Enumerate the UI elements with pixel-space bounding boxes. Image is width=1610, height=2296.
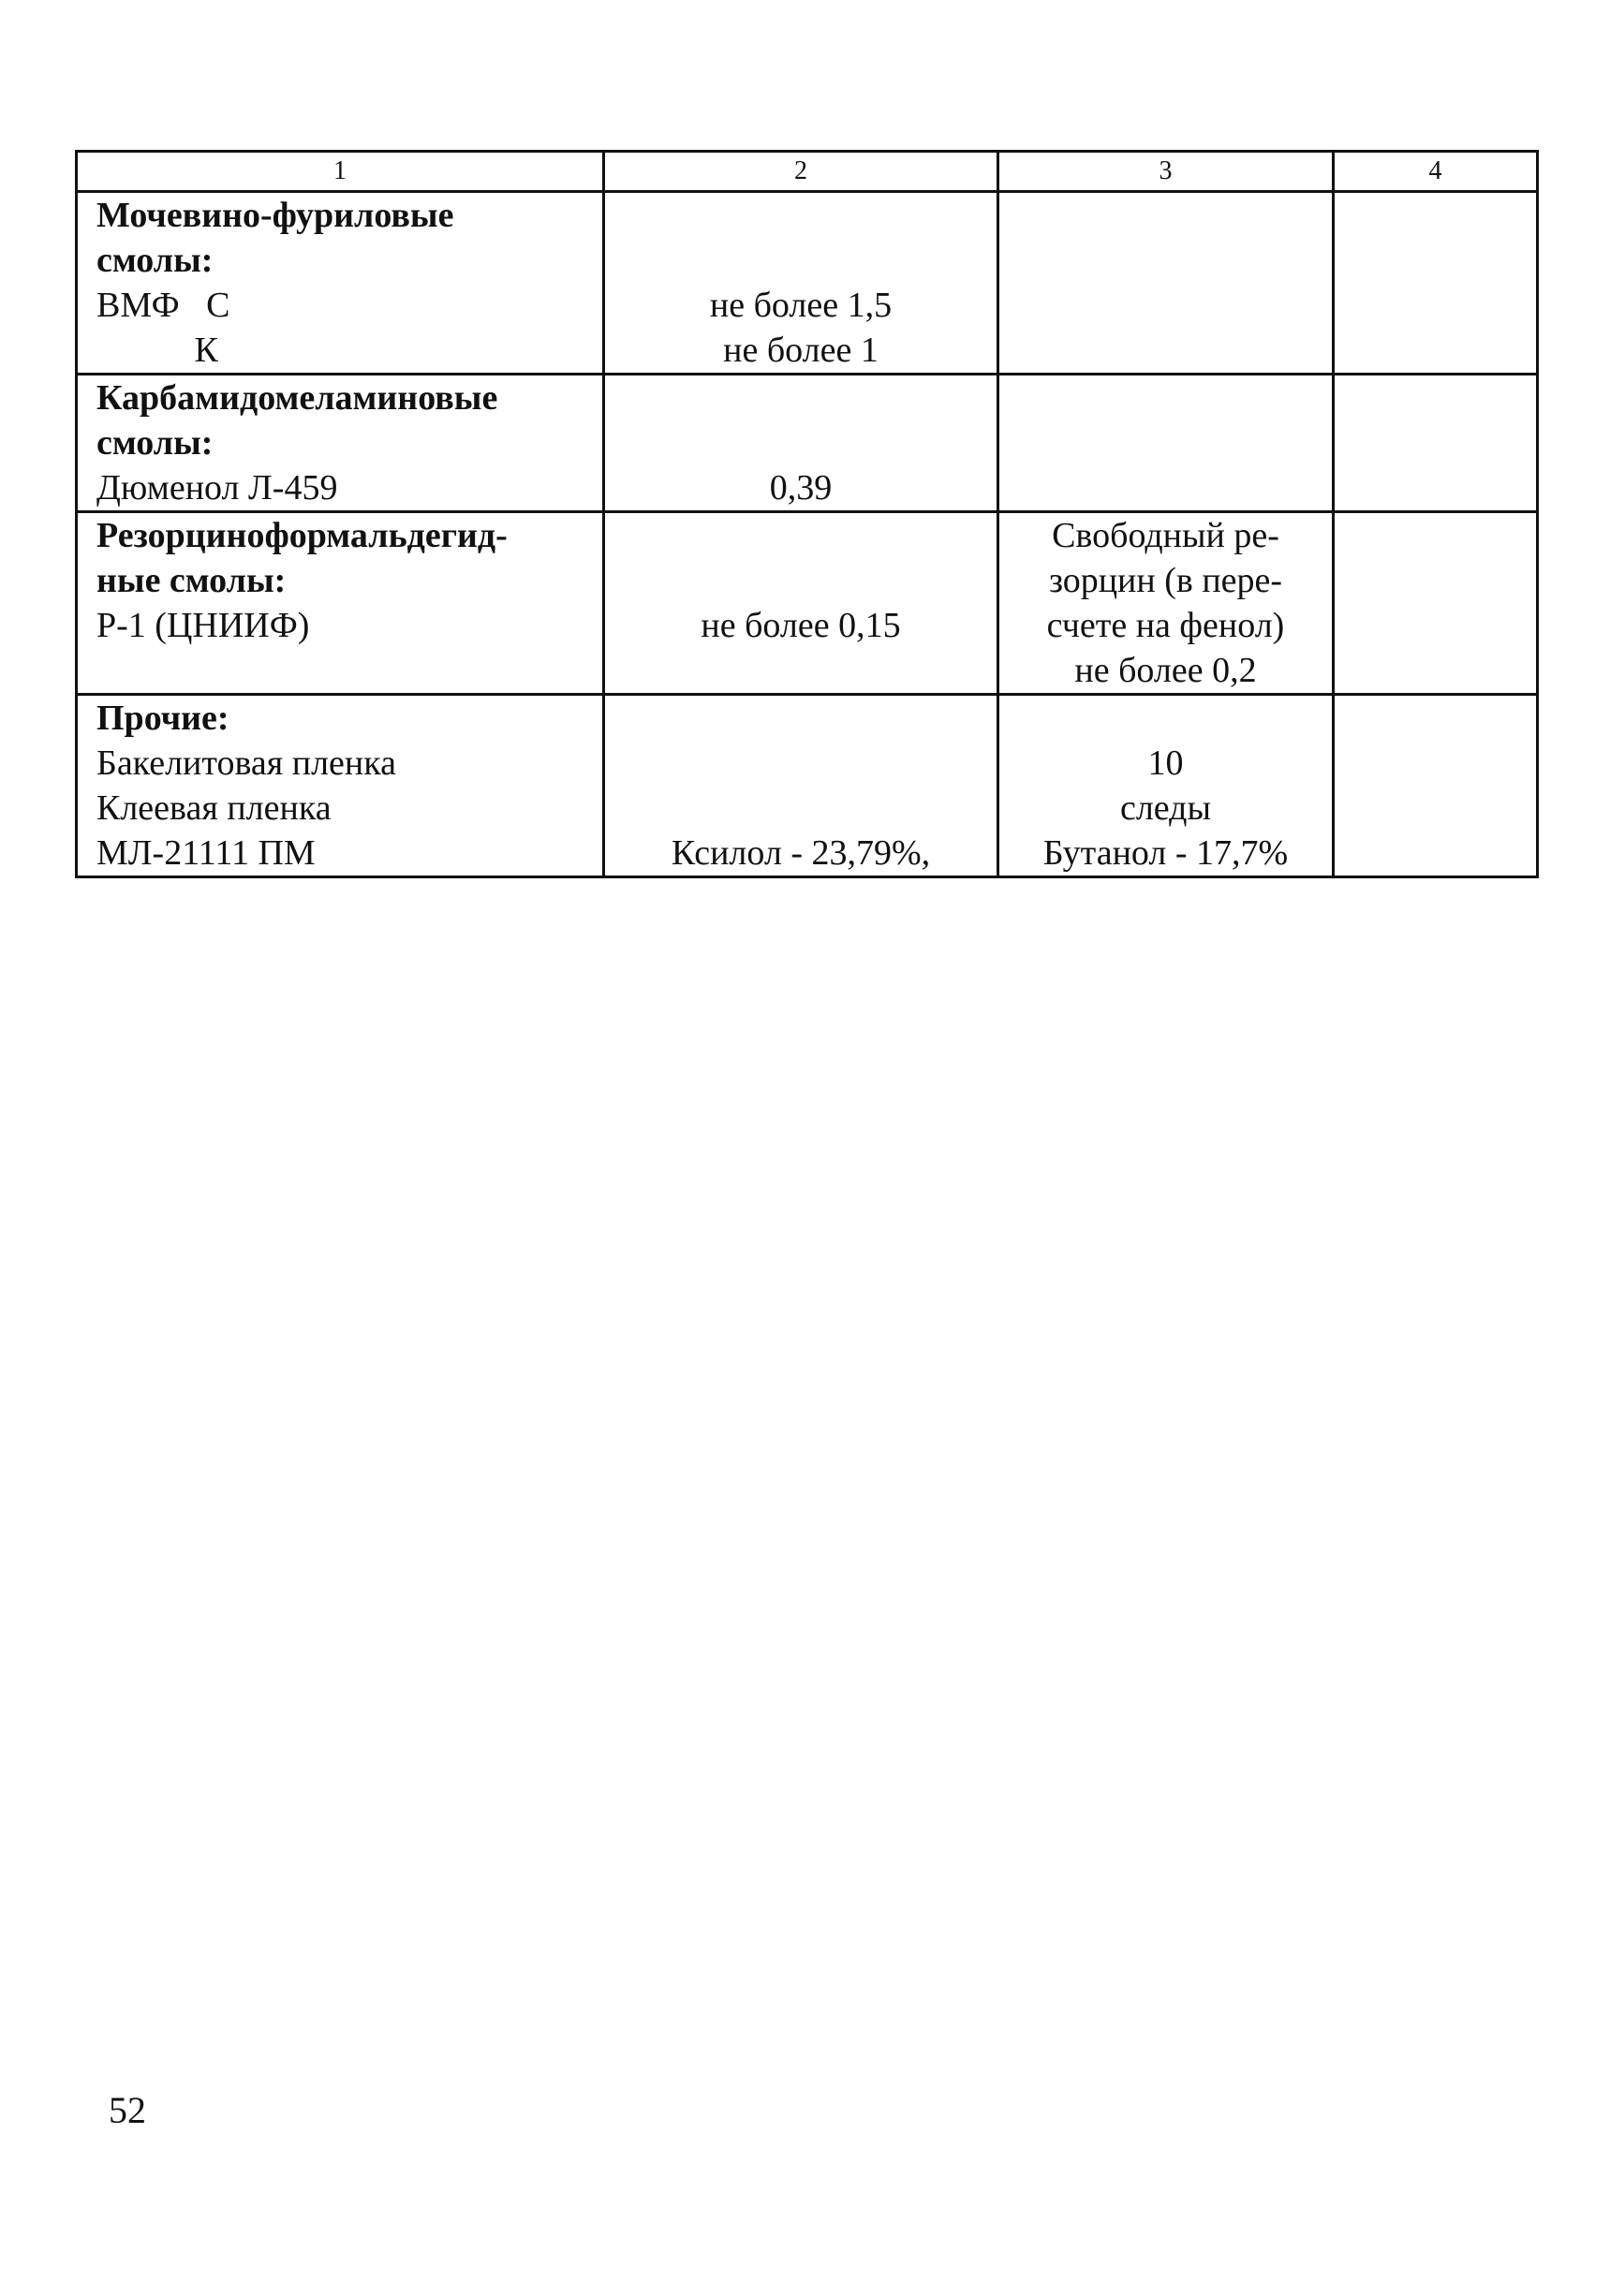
value-text: не более 1,5: [709, 286, 893, 325]
resin-cell: [77, 375, 604, 512]
header-cell: 1: [77, 152, 604, 192]
data-table: [75, 150, 1539, 878]
value-text: Ксилол - 23,79%,: [671, 833, 931, 873]
value-cell: [604, 192, 998, 375]
resin-group-title: Карбамидомеламиновые: [96, 378, 498, 418]
note-text: не более 0,2: [1074, 651, 1257, 690]
resin-group-title: ные смолы:: [96, 561, 287, 600]
table-row: [77, 192, 1538, 375]
note-cell: [998, 375, 1334, 512]
page-number: 52: [109, 2089, 146, 2131]
resin-group-title: Мочевино-фуриловые: [96, 196, 454, 235]
resin-group-title: смолы:: [96, 241, 214, 280]
empty-cell: [1334, 192, 1538, 375]
note-text: 10: [1147, 743, 1184, 783]
note-text: Бутанол - 17,7%: [1042, 833, 1289, 873]
table-header-row: [77, 152, 1538, 192]
note-cell: [998, 192, 1334, 375]
resin-name: Р-1 (ЦНИИФ): [96, 606, 310, 645]
note-text: зорцин (в пере-: [1048, 561, 1283, 600]
note-cell: [998, 512, 1334, 695]
header-cell: 2: [604, 152, 998, 192]
resin-cell: [77, 512, 604, 695]
resin-name: МЛ-21111 ПМ: [96, 833, 316, 873]
table-row: [77, 512, 1538, 695]
resin-cell: [77, 192, 604, 375]
resin-name: ВМФ С: [96, 286, 230, 325]
value-text: не более 1: [723, 331, 879, 370]
note-text: счете на фенол): [1046, 606, 1285, 645]
resin-group-title: смолы:: [96, 423, 214, 463]
resin-name: Клеевая пленка: [96, 788, 332, 828]
value-cell: [604, 695, 998, 877]
resin-name: Бакелитовая пленка: [96, 743, 397, 783]
empty-cell: [1334, 695, 1538, 877]
value-text: 0,39: [769, 468, 833, 508]
resin-group-title: Прочие:: [96, 699, 229, 738]
value-text: не более 0,15: [701, 606, 901, 645]
value-cell: [604, 375, 998, 512]
header-cell: 4: [1334, 152, 1538, 192]
note-cell: [998, 695, 1334, 877]
resin-name: К: [96, 331, 218, 370]
empty-cell: [1334, 375, 1538, 512]
note-text: следы: [1119, 788, 1212, 828]
resin-cell: [77, 695, 604, 877]
value-cell: [604, 512, 998, 695]
empty-cell: [1334, 512, 1538, 695]
table-row: [77, 695, 1538, 877]
note-text: Свободный ре-: [1052, 516, 1279, 555]
resin-name: Дюменол Л-459: [96, 468, 338, 508]
header-cell: 3: [998, 152, 1334, 192]
resin-group-title: Резорциноформальдегид-: [96, 516, 508, 555]
table-row: [77, 375, 1538, 512]
